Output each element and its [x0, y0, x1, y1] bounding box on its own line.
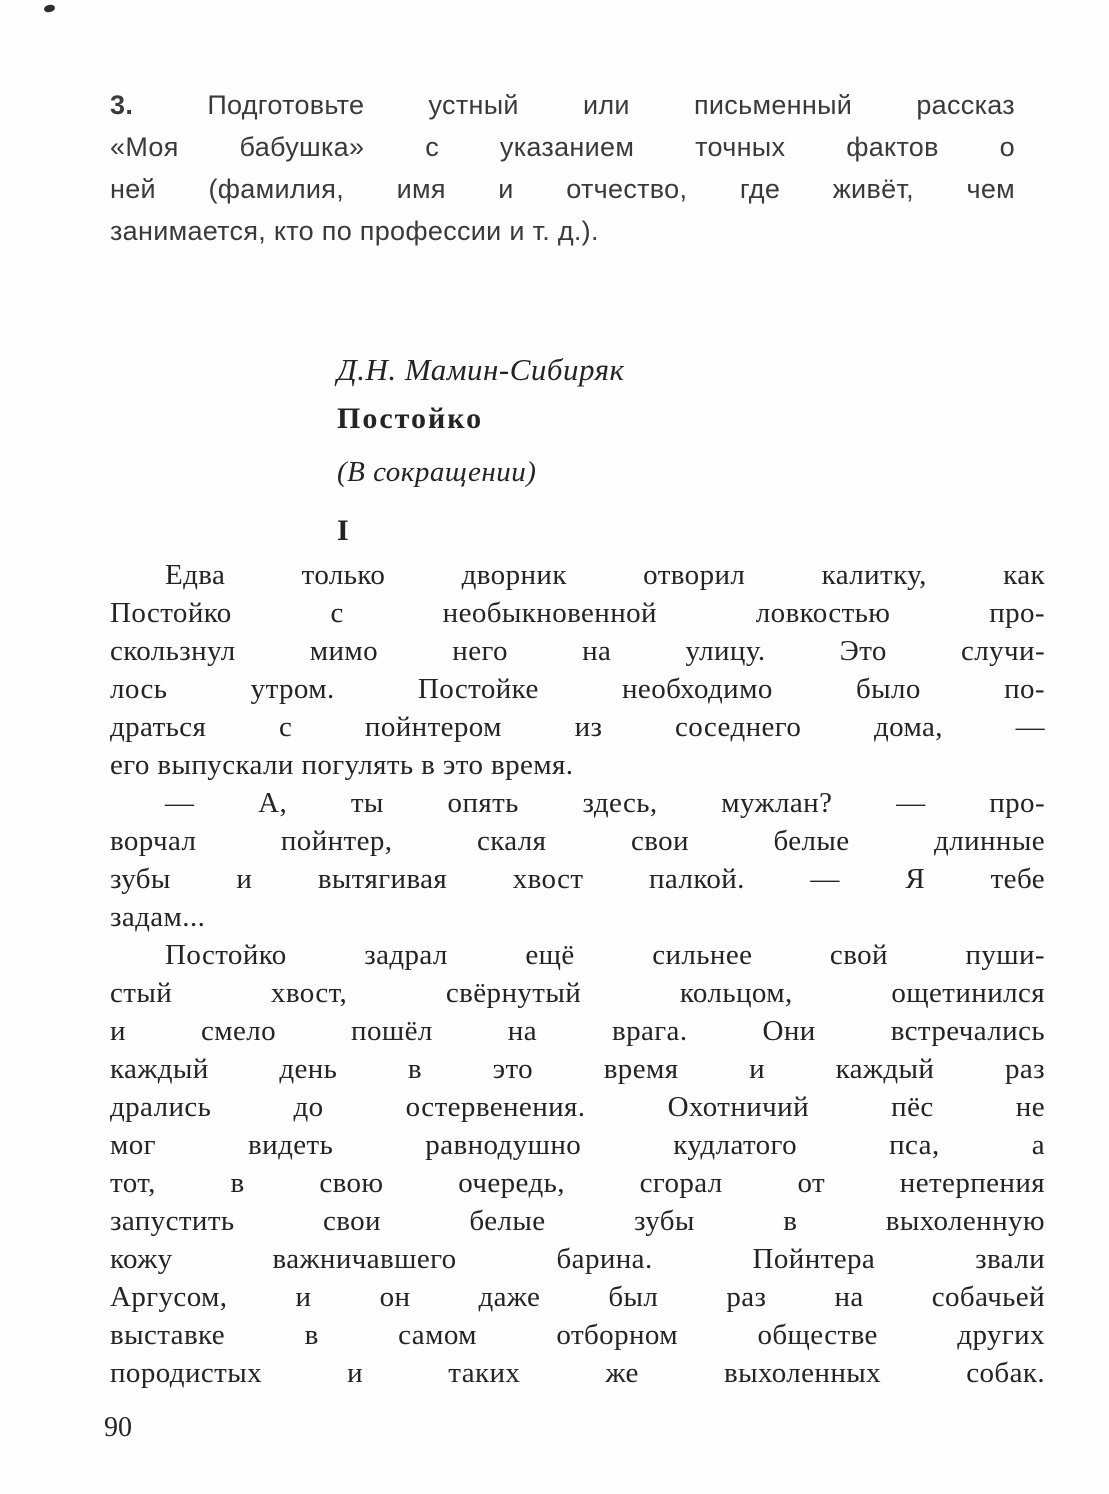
paragraph: [110, 556, 1045, 784]
text-line: породистых и таких же выхоленных собак.: [110, 1357, 1045, 1389]
exercise-line-text: Подготовьте устный или письменный рассказ: [207, 90, 1015, 120]
text-line: Едва только дворник отворил калитку, как: [165, 559, 1045, 591]
text-line: задам...: [110, 901, 206, 933]
text-line: запустить свои белые зубы в выхоленную: [110, 1205, 1045, 1237]
text-line: лось утром. Постойке необходимо было по-: [110, 673, 1045, 705]
text-line: мог видеть равнодушно кудлатого пса, а: [110, 1129, 1045, 1161]
exercise-line: ней (фамилия, имя и отчество, где живёт, чем: [110, 174, 1015, 204]
text-line: — А, ты опять здесь, мужлан? — про-: [165, 787, 1045, 819]
text-line: каждый день в это время и каждый раз: [110, 1053, 1045, 1085]
text-line: стый хвост, свёрнутый кольцом, ощетинился: [110, 977, 1045, 1009]
chapter-numeral: I: [337, 514, 349, 547]
paragraph: [110, 936, 1045, 1392]
author-line: Д.Н. Мамин-Сибиряк: [337, 352, 625, 387]
text-line: зубы и вытягивая хвост палкой. — Я тебе: [110, 863, 1045, 895]
text-line: Постойко с необыкновенной ловкостью про-: [110, 597, 1045, 629]
text-line: тот, в свою очередь, сгорал от нетерпения: [110, 1167, 1045, 1199]
scan-speck: [43, 4, 55, 13]
text-line: скользнул мимо него на улицу. Это случи-: [110, 635, 1045, 667]
text-line: Постойко задрал ещё сильнее свой пуши-: [165, 939, 1045, 971]
exercise-number: 3.: [110, 90, 134, 120]
exercise-line: «Моя бабушка» с указанием точных фактов о: [110, 132, 1015, 162]
story-title: Постойко: [337, 402, 484, 435]
text-line: его выпускали погулять в это время.: [110, 749, 574, 781]
exercise-line: [110, 84, 1015, 126]
text-line: Аргусом, и он даже был раз на собачьей: [110, 1281, 1045, 1313]
text-line: дрались до остервенения. Охотничий пёс не: [110, 1091, 1045, 1123]
text-line: драться с пойнтером из соседнего дома, —: [110, 711, 1045, 743]
story-header: [110, 348, 1045, 551]
text-line: и смело пошёл на врага. Они встречались: [110, 1015, 1045, 1047]
text-line: выставке в самом отборном обществе других: [110, 1319, 1045, 1351]
exercise-block: [110, 84, 1015, 252]
page-number: 90: [104, 1412, 132, 1443]
story-subtitle: (В сокращении): [337, 456, 537, 488]
story-text: [110, 556, 1045, 1392]
text-line: ворчал пойнтер, скаля свои белые длинные: [110, 825, 1045, 857]
exercise-line: занимается, кто по профессии и т. д.).: [110, 216, 599, 246]
text-line: кожу важничавшего барина. Пойнтера звали: [110, 1243, 1045, 1275]
paragraph: [110, 784, 1045, 936]
